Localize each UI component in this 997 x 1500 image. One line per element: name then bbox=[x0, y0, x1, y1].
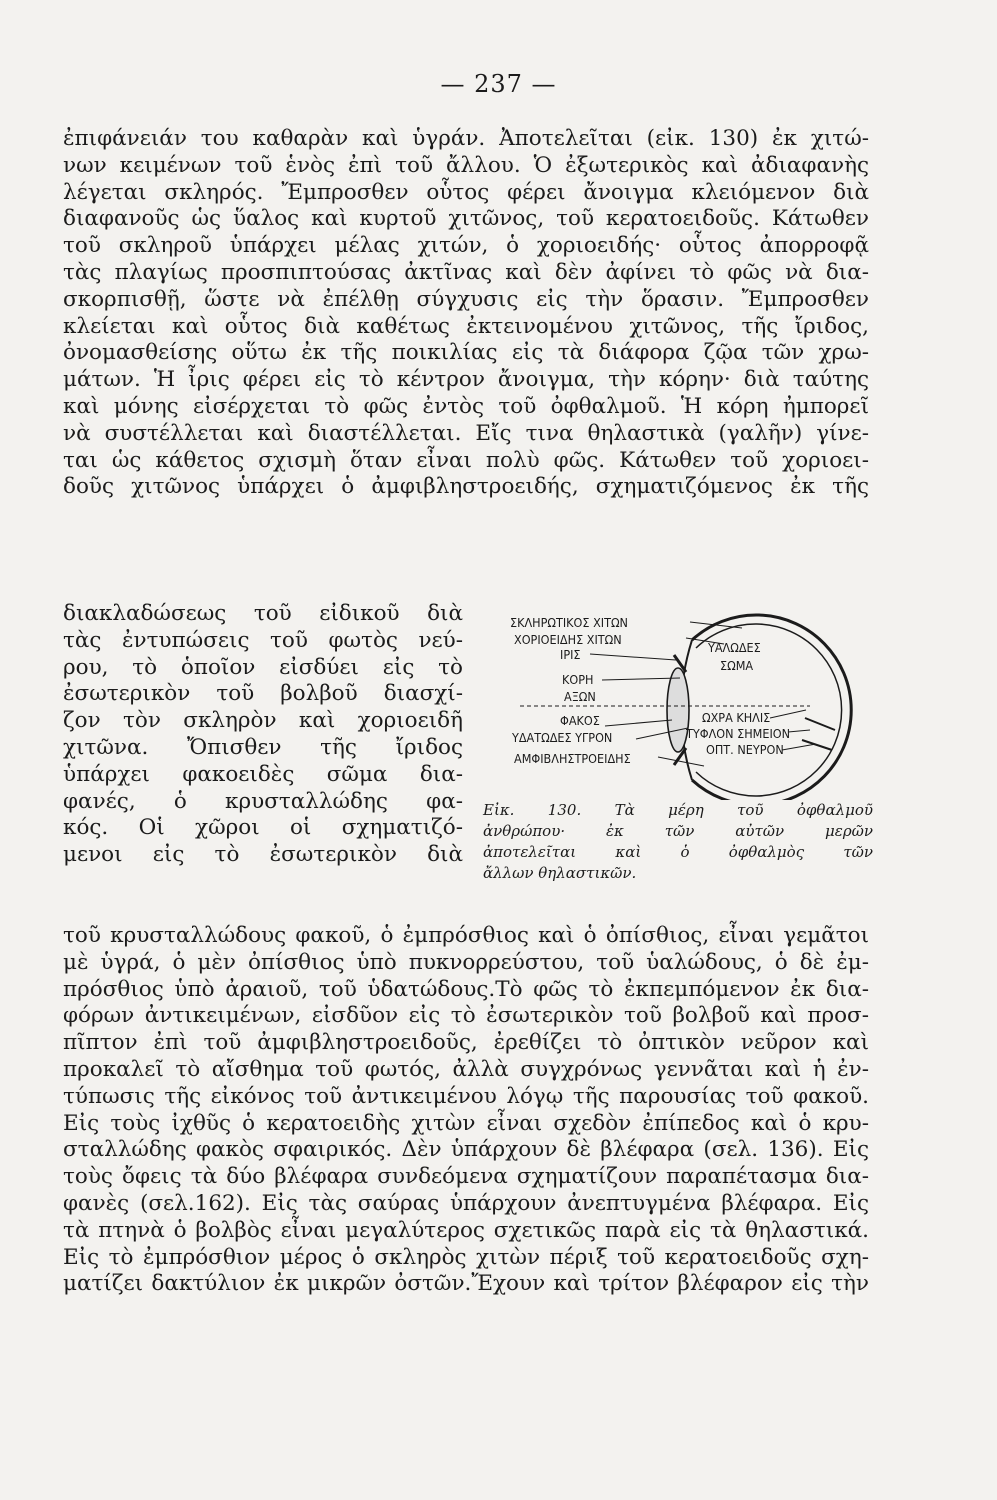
text-line: τὰ πτηνὰ ὁ βολβὸς εἶναι μεγαλύτερος σχετικῶς παρὰ εἰς τὰ θηλαστικά. bbox=[63, 1217, 869, 1243]
text-line: πῖπτον ἐπὶ τοῦ ἀμφιβληστροειδοῦς, ἐρεθίζει τὸ ὀπτικὸν νεῦρον καὶ bbox=[63, 1030, 869, 1056]
label-iris: ΙΡΙΣ bbox=[560, 647, 581, 662]
text-line: ρου, τὸ ὁποῖον εἰσδύει εἰς τὸ bbox=[63, 654, 463, 680]
text-line: διακλαδώσεως τοῦ εἰδικοῦ διὰ bbox=[63, 601, 463, 626]
text-line: μὲ ὑγρά, ὁ μὲν ὀπίσθιος ὑπὸ πυκνορρεύστου, τοῦ ὑαλώδους, ὁ δὲ ἐμ- bbox=[63, 949, 869, 975]
text-line: Εἰς τὸ ἐμπρόσθιον μέρος ὁ σκληρὸς χιτὼν πέριξ τοῦ κερατοειδοῦς σχη- bbox=[63, 1244, 869, 1270]
text-line: κός. Οἱ χῶροι οἱ σχηματιζό- bbox=[63, 815, 463, 841]
body-text-bottom bbox=[63, 923, 869, 1298]
text-line: σταλλώδης φακὸς σφαιρικός. Δὲν ὑπάρχουν δὲ βλέφαρα (σελ. 136). Εἰς bbox=[63, 1137, 869, 1163]
text-line: μενοι εἰς τὸ ἐσωτερικὸν διὰ bbox=[63, 842, 463, 868]
body-text-top bbox=[63, 126, 869, 501]
text-line: μάτων. Ἡ ἶρις φέρει εἰς τὸ κέντρον ἄνοιγμα, τὴν κόρην· διὰ ταύτης bbox=[63, 367, 869, 393]
label-pupil: ΚΟΡΗ bbox=[562, 672, 594, 687]
leader-pupil bbox=[602, 678, 680, 680]
label-sclera: ΣΚΛΗΡΩΤΙΚΟΣ ΧΙΤΩΝ bbox=[510, 615, 628, 630]
caption-line: ἄλλων θηλαστικῶν. bbox=[483, 864, 637, 882]
body-text-beside-figure bbox=[63, 601, 463, 869]
label-aqueous: ΥΔΑΤΩΔΕΣ ΥΓΡΟΝ bbox=[512, 730, 613, 745]
text-line: τοῦ σκληροῦ ὑπάρχει μέλας χιτών, ὁ χοριοειδής· οὗτος ἀπορροφᾷ bbox=[63, 233, 869, 259]
text-line: προκαλεῖ τὸ αἴσθημα τοῦ φωτός, ἀλλὰ συγχρόνως γεννᾶται καὶ ἡ ἐν- bbox=[63, 1056, 869, 1082]
text-line: ὀνομασθείσης οὕτω ἐκ τῆς ποικιλίας εἰς τὰ διάφορα ζῷα τῶν χρω- bbox=[63, 340, 869, 366]
label-optic-nerve: ΟΠΤ. ΝΕΥΡΟΝ bbox=[706, 742, 784, 757]
text-line: πρόσθιος ὑπὸ ἀραιοῦ, τοῦ ὑδατώδους.Τὸ φῶς τὸ ἐκπεμπόμενον ἐκ δια- bbox=[63, 976, 869, 1002]
text-line: κλείεται καὶ οὗτος διὰ καθέτως ἐκτεινομένου χιτῶνος, τῆς ἴριδος, bbox=[63, 313, 869, 339]
text-line: ται ὡς κάθετος σχισμὴ ὅταν εἶναι πολὺ φῶς. Κάτωθεν τοῦ χοριοει- bbox=[63, 447, 869, 473]
text-line: δοῦς χιτῶνος ὑπάρχει ὁ ἀμφιβληστροειδής, σχηματιζόμενος ἐκ τῆς bbox=[63, 474, 869, 500]
label-macula: ΩΧΡΑ ΚΗΛΙΣ bbox=[702, 710, 771, 725]
text-line: τοὺς ὄφεις τὰ δύο βλέφαρα συνδεόμενα σχηματίζουν παραπέτασμα δια- bbox=[63, 1164, 869, 1190]
text-line: ὑπάρχει φακοειδὲς σῶμα δια- bbox=[63, 761, 463, 787]
text-line: τὰς πλαγίως προσπιπτούσας ἀκτῖνας καὶ δὲν ἀφίνει τὸ φῶς νὰ δια- bbox=[63, 259, 869, 285]
caption-line: ἀνθρώπου· ἐκ τῶν αὐτῶν μερῶν bbox=[483, 822, 873, 840]
text-line: ζον τὸν σκληρὸν καὶ χοριοειδῆ bbox=[63, 708, 463, 734]
text-line: ἐπιφάνειάν του καθαρὰν καὶ ὑγράν. Ἀποτελεῖται (εἰκ. 130) ἐκ χιτώ- bbox=[63, 126, 869, 151]
text-line: χιτῶνα. Ὄπισθεν τῆς ἴριδος bbox=[63, 734, 463, 760]
eye-diagram bbox=[480, 600, 880, 800]
text-line: νων κειμένων τοῦ ἑνὸς ἐπὶ τοῦ ἄλλου. Ὁ ἐξωτερικὸς καὶ ἀδιαφανὴς bbox=[63, 152, 869, 178]
text-line: νὰ συστέλλεται καὶ διαστέλλεται. Εἴς τινα θηλαστικὰ (γαλῆν) γίνε- bbox=[63, 420, 869, 446]
page-number: — 237 — bbox=[440, 70, 557, 98]
caption-line: Εἰκ. 130. Τὰ μέρη τοῦ ὀφθαλμοῦ bbox=[483, 801, 873, 819]
leader-iris bbox=[590, 654, 676, 660]
label-axis: ΑΞΩΝ bbox=[564, 689, 596, 704]
optic-nerve-lower bbox=[802, 740, 832, 750]
text-line: φόρων ἀντικειμένων, εἰσδῦον εἰς τὸ ἐσωτερικὸν τοῦ βολβοῦ καὶ προσ- bbox=[63, 1003, 869, 1029]
leader-lens bbox=[605, 720, 672, 726]
label-choroid: ΧΟΡΙΟΕΙΔΗΣ ΧΙΤΩΝ bbox=[514, 632, 622, 647]
label-lens: ΦΑΚΟΣ bbox=[560, 713, 600, 728]
label-vitreous-2: ΣΩΜΑ bbox=[720, 658, 754, 673]
text-line: λέγεται σκληρός. Ἔμπροσθεν οὗτος φέρει ἄνοιγμα κλειόμενον διὰ bbox=[63, 179, 869, 205]
optic-nerve-upper bbox=[805, 718, 835, 730]
text-line: φανὲς (σελ.162). Εἰς τὰς σαύρας ὑπάρχουν ἀνεπτυγμένα βλέφαρα. Εἰς bbox=[63, 1190, 869, 1216]
label-blind-spot: ΤΥΦΛΟΝ ΣΗΜΕΙΟΝ bbox=[686, 726, 791, 741]
text-line: ματίζει δακτύλιον ἐκ μικρῶν ὀστῶν.Ἔχουν καὶ τρίτον βλέφαρον εἰς τὴν bbox=[63, 1271, 869, 1297]
leader-macula bbox=[770, 710, 806, 718]
text-line: φανές, ὁ κρυσταλλώδης φα- bbox=[63, 788, 463, 814]
leader-retina bbox=[658, 757, 704, 766]
label-vitreous-1: ΥΑΛΩΔΕΣ bbox=[708, 640, 761, 655]
leader-optic-nerve bbox=[782, 744, 816, 750]
text-line: τὰς ἐντυπώσεις τοῦ φωτὸς νεύ- bbox=[63, 627, 463, 653]
caption-line: ἀποτελεῖται καὶ ὁ ὀφθαλμὸς τῶν bbox=[483, 843, 873, 861]
text-line: καὶ μόνης εἰσέρχεται τὸ φῶς ἐντὸς τοῦ ὀφθαλμοῦ. Ἡ κόρη ἠμπορεῖ bbox=[63, 393, 869, 419]
label-retina: ΑΜΦΙΒΛΗΣΤΡΟΕΙΔΗΣ bbox=[514, 751, 631, 766]
text-line: σκορπισθῇ, ὥστε νὰ ἐπέλθῃ σύγχυσις εἰς τὴν ὅρασιν. Ἔμπροσθεν bbox=[63, 286, 869, 312]
figure-caption bbox=[483, 800, 873, 884]
text-line: ἐσωτερικὸν τοῦ βολβοῦ διασχί- bbox=[63, 681, 463, 707]
leader-blind-spot bbox=[788, 730, 810, 732]
text-line: τύπωσις τῆς εἰκόνος τοῦ ἀντικειμένου λόγῳ τῆς παρουσίας τοῦ φακοῦ. bbox=[63, 1083, 869, 1109]
text-line: Εἰς τοὺς ἰχθῦς ὁ κερατοειδὴς χιτὼν εἶναι σχεδὸν ἐπίπεδος καὶ ὁ κρυ- bbox=[63, 1110, 869, 1136]
text-line: τοῦ κρυσταλλώδους φακοῦ, ὁ ἐμπρόσθιος καὶ ὁ ὀπίσθιος, εἶναι γεμᾶτοι bbox=[63, 923, 869, 948]
text-line: διαφανοῦς ὡς ὕαλος καὶ κυρτοῦ χιτῶνος, τοῦ κερατοειδοῦς. Κάτωθεν bbox=[63, 206, 869, 232]
